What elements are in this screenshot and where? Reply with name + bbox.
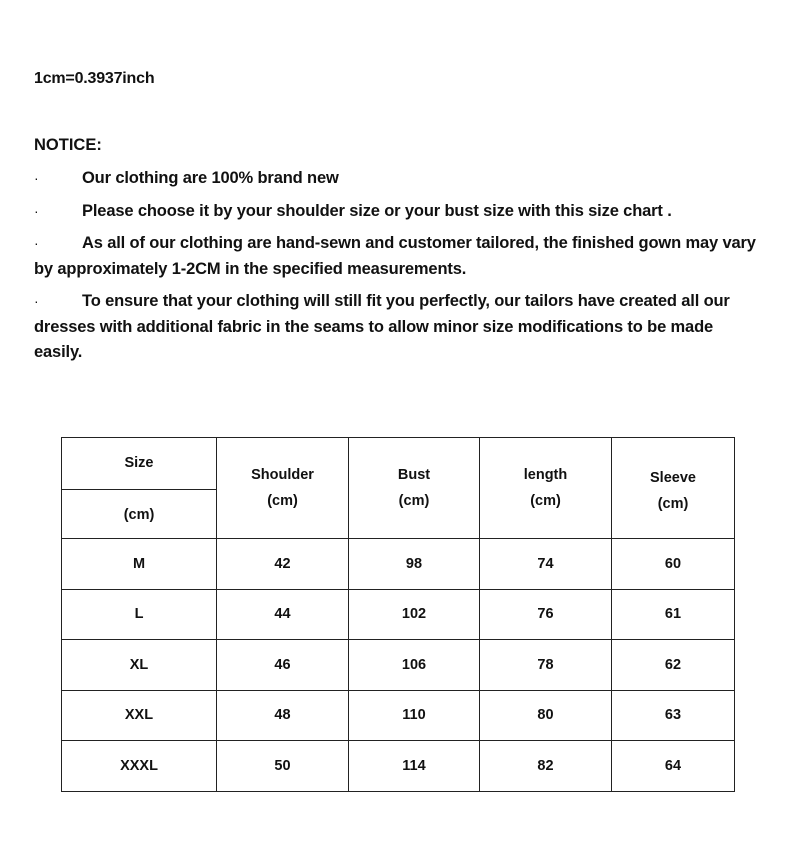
column-header-label: length (523, 467, 568, 483)
sleeve-cell: 62 (612, 640, 735, 691)
bust-cell: 98 (349, 539, 480, 590)
length-cell: 74 (480, 539, 612, 590)
shoulder-cell: 42 (217, 539, 349, 590)
notice-item (34, 289, 764, 366)
bullet-dot: · (34, 202, 39, 219)
column-header-unit: (cm) (530, 493, 561, 509)
bust-cell: 106 (349, 640, 480, 691)
length-cell: 76 (480, 589, 612, 640)
column-header-unit: (cm) (267, 493, 298, 509)
sleeve-cell: 63 (612, 690, 735, 741)
column-header-label: Bust (397, 467, 431, 483)
bust-cell: 114 (349, 741, 480, 792)
notice-title: NOTICE: (34, 136, 102, 154)
column-header-bust (349, 438, 480, 539)
column-header-length (480, 438, 612, 539)
unit-conversion: 1cm=0.3937inch (34, 70, 155, 87)
bust-cell: 110 (349, 690, 480, 741)
size-cell: XXL (62, 690, 217, 741)
bullet-dot: · (34, 170, 39, 186)
length-cell: 82 (480, 741, 612, 792)
column-header-label: Shoulder (251, 467, 314, 483)
sleeve-cell: 61 (612, 589, 735, 640)
column-header-unit: (cm) (657, 496, 689, 512)
shoulder-cell: 48 (217, 690, 349, 741)
notice-list (34, 166, 764, 373)
column-header-label: Sleeve (650, 470, 696, 486)
notice-item-text: Our clothing are 100% brand new (82, 169, 339, 187)
column-header-unit: (cm) (398, 493, 430, 509)
notice-item-text: Please choose it by your shoulder size or your bust size with this size chart . (82, 201, 672, 220)
column-header-shoulder (217, 438, 349, 539)
size-header-cell (62, 438, 217, 539)
table-row (62, 640, 735, 691)
column-header-sleeve (612, 438, 735, 539)
size-header-unit: (cm) (123, 507, 155, 523)
bullet-dot: · (34, 293, 39, 309)
sleeve-cell: 60 (612, 539, 735, 590)
notice-item (34, 231, 764, 282)
table-row (62, 690, 735, 741)
table-header-row (62, 438, 735, 539)
size-chart-table (61, 437, 735, 792)
length-cell: 80 (480, 690, 612, 741)
sleeve-cell: 64 (612, 741, 735, 792)
size-cell: XXXL (62, 741, 217, 792)
length-cell: 78 (480, 640, 612, 691)
bust-cell: 102 (349, 589, 480, 640)
notice-item-text: As all of our clothing are hand-sewn and customer tailored, the finished gown may vary by approximately 1-2CM in the specified measurements. (34, 234, 756, 278)
notice-item (34, 199, 764, 225)
table-row (62, 539, 735, 590)
size-cell: L (62, 589, 217, 640)
notice-item (34, 166, 764, 192)
bullet-dot: · (34, 235, 39, 251)
shoulder-cell: 44 (217, 589, 349, 640)
size-cell: XL (62, 640, 217, 691)
size-cell: M (62, 539, 217, 590)
shoulder-cell: 46 (217, 640, 349, 691)
shoulder-cell: 50 (217, 741, 349, 792)
notice-item-text: To ensure that your clothing will still fit you perfectly, our tailors have created all our dresses with additional fabric in the seams to allow minor size modifications to be made easily. (34, 292, 730, 361)
table-row (62, 589, 735, 640)
size-header-label: Size (62, 438, 216, 490)
table-row (62, 741, 735, 792)
